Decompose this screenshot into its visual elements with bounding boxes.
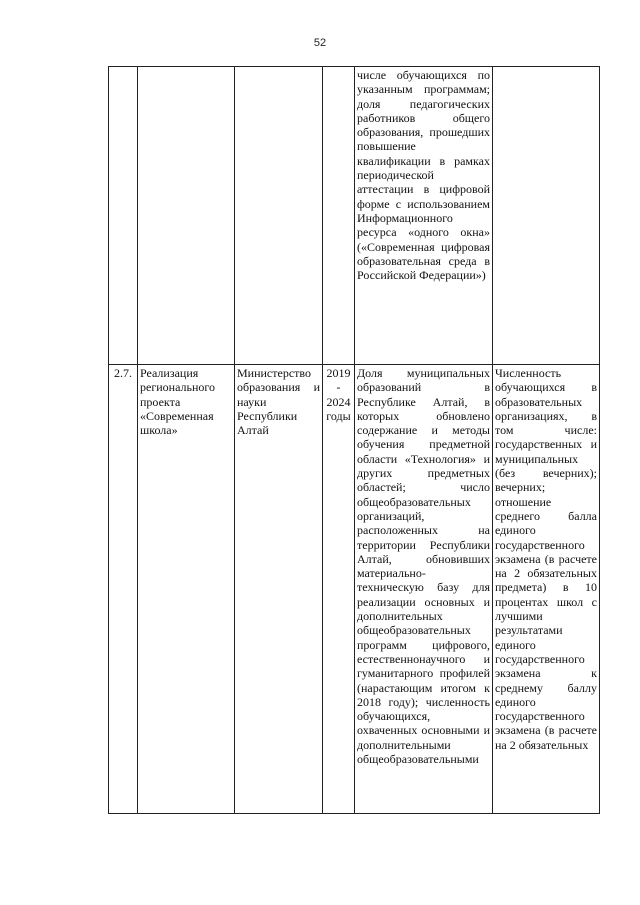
- cell-related-indicators: [493, 365, 600, 814]
- cell-name-empty: [138, 67, 235, 365]
- indicators-text: Доля муниципальных образований в Республике Алтай, в которых обновлено содержание и методы обучения предметной области «Технология» и других предметных областей; число общеобразовательных организаций, расположенных на территории Республики Алтай, обновивших материально-техническую базу для реализации основных и дополнительных общеобразовательных программ цифрового, естественнонаучного и гуманитарного профилей (нарастающим итогом к 2018 году); численность обучающихся, охваченных основными и дополнительными общеобразовательными: [357, 366, 490, 767]
- related-indicators-text: Численность обучающихся в образовательных организациях, в том числе: государственных и муниципальных (без вечерних); вечерних; отношение среднего балла единого государственного экзамена (в расчете на 2 обязательных предмета) в 10 процентах школ с лучшими результатами единого государственного экзамена к среднему баллу единого государственного экзамена (в расчете на 2 обязательных: [495, 366, 597, 752]
- executor-text: Министерство образования и науки Республики Алтай: [237, 366, 320, 438]
- cell-measure-name: [138, 365, 235, 814]
- cell-indicators-continued: [355, 67, 493, 365]
- table-row-2-7: [109, 365, 600, 814]
- cell-period: [323, 365, 355, 814]
- cell-executor: [235, 365, 323, 814]
- cell-executor-empty: [235, 67, 323, 365]
- page-number: 52: [313, 37, 327, 49]
- program-measures-table: [108, 66, 600, 814]
- cell-period-empty: [323, 67, 355, 365]
- cell-related-empty: [493, 67, 600, 365]
- cell-number-empty: [109, 67, 138, 365]
- period-text: 2019 - 2024 годы: [326, 366, 351, 423]
- cell-row-number: 2.7.: [109, 365, 138, 814]
- measure-name-text: Реализация регионального проекта «Современная школа»: [140, 366, 216, 438]
- cell-indicators: [355, 365, 493, 814]
- table-row-continued: [109, 67, 600, 365]
- indicators-continued-text: числе обучающихся по указанным программам; доля педагогических работников общего образования, прошедших повышение квалификации в рамках периодической аттестации в цифровой форме с использованием Информационного ресурса «одного окна» («Современная цифровая образовательная среда в Российской Федерации»): [357, 68, 490, 283]
